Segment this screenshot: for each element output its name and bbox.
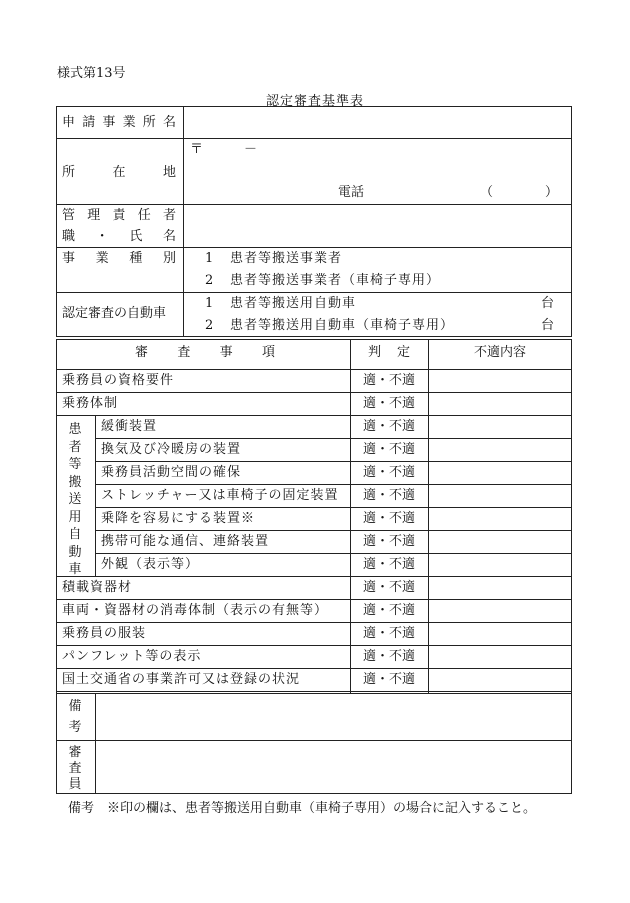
- vehicle-group-label-char: 搬: [68, 474, 82, 490]
- business-type-label-char: 種: [129, 251, 143, 266]
- postal-dash: －: [244, 142, 258, 157]
- vehicle-group-label-char: 車: [68, 562, 82, 577]
- vehicle-label: 認定審査の自動車: [62, 306, 167, 321]
- manager-title-name-label-char: 職: [62, 229, 76, 244]
- column-header-item-char: 事: [219, 345, 233, 360]
- business-type-1-text: 患者等搬送事業者: [230, 251, 343, 266]
- column-header-judgment-char: 定: [396, 345, 410, 360]
- vehicle-2-num: 2: [205, 318, 214, 333]
- manager-label-char: 者: [162, 208, 176, 223]
- business-type-2-text: 患者等搬送事業者（車椅子専用）: [230, 273, 441, 288]
- judgment-select[interactable]: 適・不適: [362, 419, 415, 434]
- location-label-char: 在: [112, 165, 126, 180]
- column-header-item-char: 審: [135, 345, 149, 360]
- manager-label-char: 管: [62, 208, 76, 223]
- criteria-item: 乗降を容易にする装置※: [101, 511, 256, 526]
- vehicle-group-label-char: 自: [68, 527, 82, 542]
- nonconformity-field[interactable]: [431, 600, 569, 621]
- nonconformity-field[interactable]: [431, 462, 569, 483]
- vehicle-group-label-char: 用: [68, 509, 82, 525]
- remarks-label-char: 備: [68, 699, 82, 714]
- judgment-select[interactable]: 適・不適: [362, 603, 415, 618]
- vehicle-group-label-char: 送: [68, 492, 82, 507]
- manager-label-char: 理: [87, 208, 101, 223]
- office-name-label-char: 請: [82, 115, 96, 130]
- location-label: [62, 165, 176, 181]
- nonconformity-field[interactable]: [431, 370, 569, 391]
- manager-title-name-label-char: 氏: [129, 229, 143, 244]
- criteria-item: 外観（表示等）: [101, 557, 200, 572]
- nonconformity-field[interactable]: [431, 531, 569, 552]
- phone-open-paren: （: [480, 185, 494, 200]
- nonconformity-field[interactable]: [431, 439, 569, 460]
- judgment-select[interactable]: 適・不適: [362, 626, 415, 641]
- office-name-label: [62, 115, 176, 131]
- vehicle-1-unit: 台: [541, 296, 555, 311]
- manager-title-name-label-char: ・: [95, 229, 109, 244]
- manager-label-char: 責: [112, 208, 126, 223]
- criteria-item: 乗務員の服装: [62, 626, 147, 641]
- office-name-label-char: 事: [102, 115, 116, 130]
- office-name-label-char: 所: [142, 115, 156, 130]
- judgment-select[interactable]: 適・不適: [362, 396, 415, 411]
- judgment-select[interactable]: 適・不適: [362, 511, 415, 526]
- examiner-field[interactable]: [98, 743, 568, 791]
- column-header-item-char: 項: [261, 345, 275, 360]
- vehicle-group-label-char: 患: [68, 422, 82, 437]
- phone-label: 電話: [338, 185, 365, 200]
- judgment-select[interactable]: 適・不適: [362, 488, 415, 503]
- manager-title-name-label: [62, 229, 176, 245]
- nonconformity-field[interactable]: [431, 623, 569, 644]
- office-name-label-char: 業: [122, 115, 136, 130]
- criteria-item: 国土交通省の事業許可又は登録の状況: [62, 672, 301, 687]
- vehicle-2-unit: 台: [541, 318, 555, 333]
- nonconformity-field[interactable]: [431, 393, 569, 414]
- location-label-char: 地: [162, 165, 176, 180]
- criteria-item: ストレッチャー又は車椅子の固定装置: [101, 488, 339, 503]
- criteria-item: パンフレット等の表示: [62, 649, 202, 664]
- nonconformity-field[interactable]: [431, 577, 569, 598]
- form-number: 様式第13号: [57, 66, 126, 81]
- vehicle-1-text: 患者等搬送用自動車: [230, 296, 357, 311]
- criteria-item: 積載資器材: [62, 580, 133, 595]
- business-type-label-char: 事: [62, 251, 76, 266]
- business-type-label-char: 業: [95, 251, 109, 266]
- judgment-select[interactable]: 適・不適: [362, 649, 415, 664]
- judgment-select[interactable]: 適・不適: [362, 373, 415, 388]
- vehicle-1-num: 1: [205, 296, 214, 311]
- nonconformity-field[interactable]: [431, 416, 569, 437]
- vehicle-group-label-char: 等: [68, 457, 82, 472]
- examiner-label-char: 審: [68, 745, 82, 760]
- business-type-label-char: 別: [162, 251, 176, 266]
- office-name-label-char: 申: [62, 115, 76, 130]
- manager-label: [62, 208, 176, 224]
- business-type-2-num: 2: [205, 273, 214, 288]
- judgment-select[interactable]: 適・不適: [362, 672, 415, 687]
- footnote: 備考 ※印の欄は、患者等搬送用自動車（車椅子専用）の場合に記入すること。: [68, 801, 537, 816]
- vehicle-2-text: 患者等搬送用自動車（車椅子専用）: [230, 318, 455, 333]
- office-name-field[interactable]: [186, 108, 568, 136]
- column-header-nonconformity: 不適内容: [473, 345, 526, 360]
- criteria-item: 乗務員の資格要件: [62, 373, 175, 388]
- location-label-char: 所: [62, 165, 76, 180]
- document-title: 認定審査基準表: [265, 94, 364, 109]
- nonconformity-field[interactable]: [431, 485, 569, 506]
- remarks-field[interactable]: [98, 696, 568, 738]
- judgment-select[interactable]: 適・不適: [362, 557, 415, 572]
- nonconformity-field[interactable]: [431, 508, 569, 529]
- criteria-item: 乗務体制: [62, 396, 119, 411]
- judgment-select[interactable]: 適・不適: [362, 580, 415, 595]
- vehicle-group-label-char: 動: [68, 544, 82, 560]
- column-header-judgment: [368, 345, 410, 361]
- criteria-item: 緩衝装置: [101, 419, 158, 434]
- nonconformity-field[interactable]: [431, 554, 569, 575]
- judgment-select[interactable]: 適・不適: [362, 442, 415, 457]
- phone-close-paren: ）: [545, 185, 559, 200]
- criteria-item: 携帯可能な通信、連絡装置: [101, 534, 270, 549]
- nonconformity-field[interactable]: [431, 669, 569, 690]
- criteria-item: 乗務員活動空間の確保: [101, 465, 242, 480]
- manager-label-char: 任: [137, 208, 151, 223]
- criteria-item: 換気及び冷暖房の装置: [101, 442, 242, 457]
- column-header-item: [135, 345, 275, 361]
- nonconformity-field[interactable]: [431, 646, 569, 667]
- column-header-judgment-char: 判: [368, 345, 382, 360]
- criteria-item: 車両・資器材の消毒体制（表示の有無等）: [62, 603, 329, 618]
- examiner-label-char: 員: [68, 777, 82, 792]
- examiner-label-char: 査: [68, 761, 82, 776]
- manager-title-name-label-char: 名: [162, 229, 176, 244]
- judgment-select[interactable]: 適・不適: [362, 465, 415, 480]
- business-type-label: [62, 251, 176, 267]
- vehicle-group-label-char: 者: [68, 439, 82, 455]
- remarks-label-char: 考: [68, 720, 82, 735]
- business-type-1-num: 1: [205, 251, 214, 266]
- postal-mark: 〒: [190, 142, 204, 157]
- judgment-select[interactable]: 適・不適: [362, 534, 415, 549]
- office-name-label-char: 名: [162, 115, 176, 130]
- column-header-item-char: 査: [177, 345, 191, 360]
